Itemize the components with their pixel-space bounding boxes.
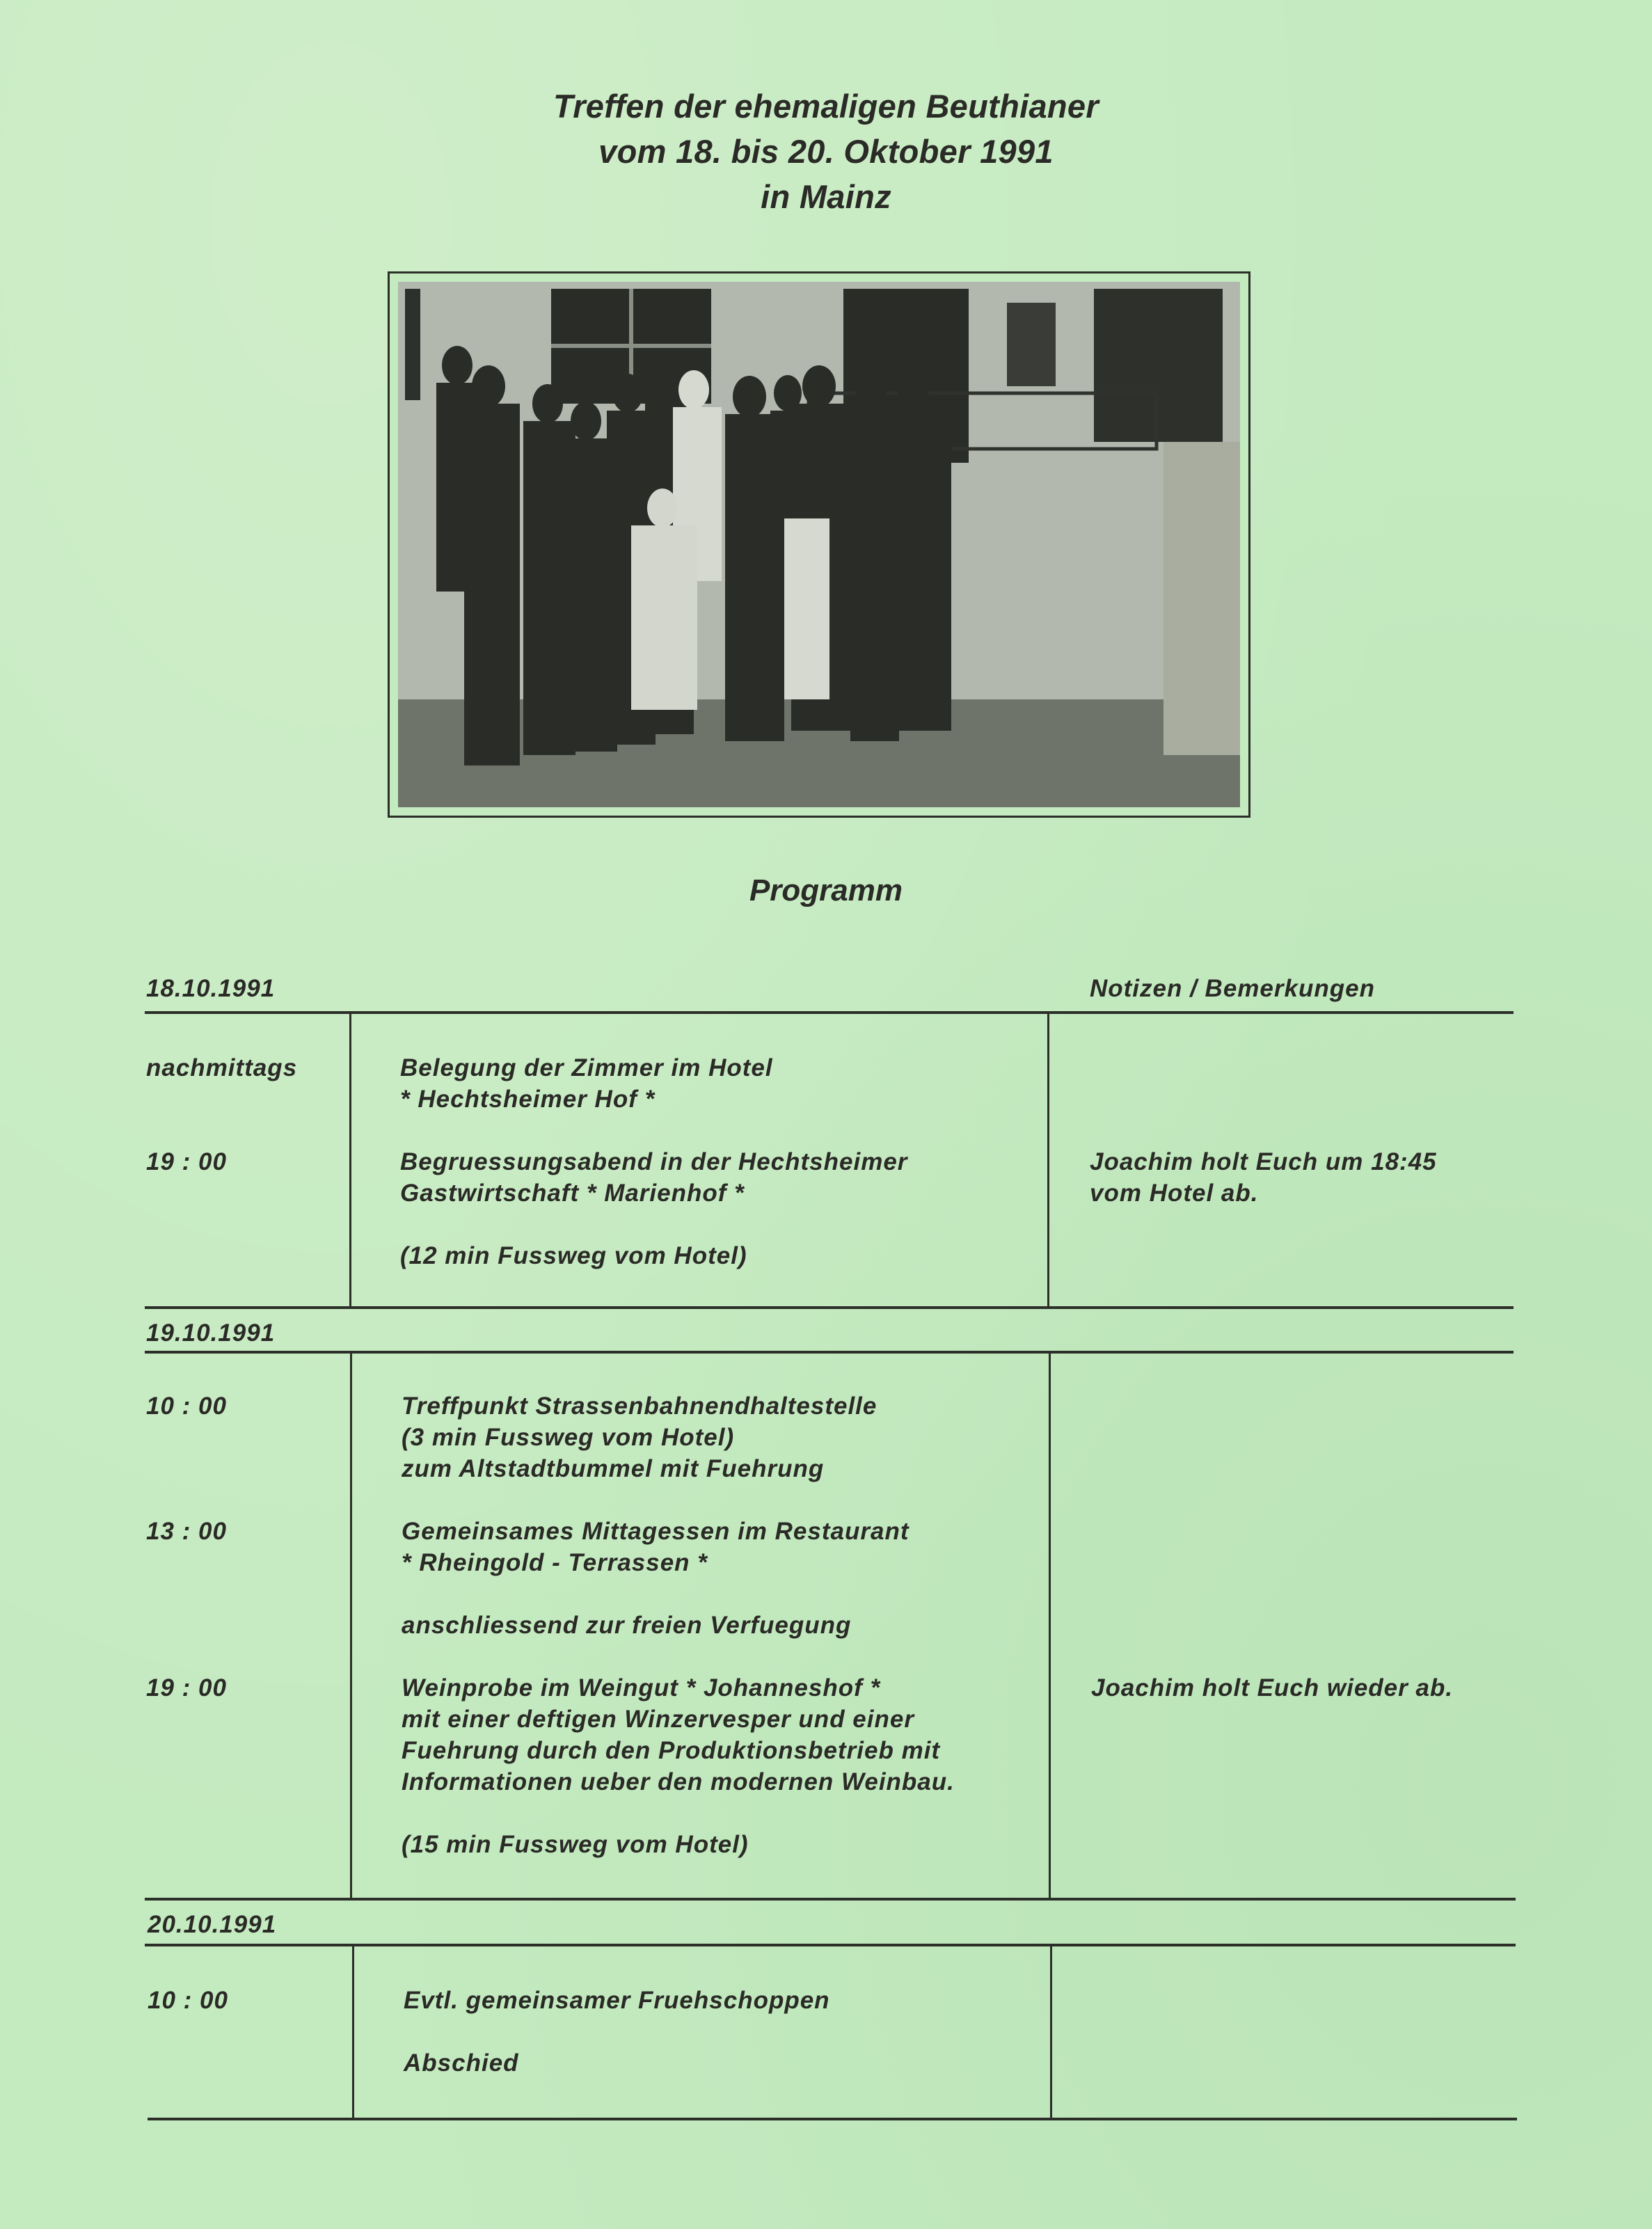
entry-line: Fuehrung durch den Produktionsbetrieb mit xyxy=(402,1737,941,1764)
entry-line: anschliessend zur freien Verfuegung xyxy=(402,1612,852,1639)
entry-line: mit einer deftigen Winzervesper und einer xyxy=(402,1706,914,1733)
title-line: vom 18. bis 20. Oktober 1991 xyxy=(598,133,1054,170)
entry-line: Begruessungsabend in der Hechtsheimer xyxy=(400,1148,908,1175)
entry-line: Evtl. gemeinsamer Fruehschoppen xyxy=(404,1987,830,2014)
entry-line: Abschied xyxy=(404,2049,519,2077)
table-rule xyxy=(145,1898,1516,1901)
entry-line: * Rheingold - Terrassen * xyxy=(402,1549,708,1576)
entry-line: (3 min Fussweg vom Hotel) xyxy=(402,1424,735,1451)
entry-line: (15 min Fussweg vom Hotel) xyxy=(402,1831,749,1858)
column-divider xyxy=(1047,1013,1049,1308)
title-line: Treffen der ehemaligen Beuthianer xyxy=(553,88,1099,125)
table-rule xyxy=(145,1944,1516,1946)
day-date: 20.10.1991 xyxy=(148,1911,277,1938)
notes-column-header: Notizen / Bemerkungen xyxy=(1090,975,1375,1002)
title-line: in Mainz xyxy=(761,178,891,215)
group-photo-frame xyxy=(388,271,1250,818)
day-date: 19.10.1991 xyxy=(146,1319,276,1347)
entry-line: (12 min Fussweg vom Hotel) xyxy=(400,1242,747,1269)
entry-line: Belegung der Zimmer im Hotel xyxy=(400,1054,773,1081)
group-photo xyxy=(398,282,1240,807)
column-divider xyxy=(1050,1945,1052,2119)
column-divider xyxy=(1049,1352,1051,1898)
column-divider xyxy=(352,1945,354,2119)
entry-time: 10 : 00 xyxy=(148,1987,228,2014)
column-divider xyxy=(350,1352,352,1898)
entry-note: Joachim holt Euch um 18:45 xyxy=(1090,1148,1437,1175)
column-divider xyxy=(349,1013,351,1308)
entry-time: 19 : 00 xyxy=(146,1148,227,1175)
document-title xyxy=(0,84,1652,219)
entry-note: Joachim holt Euch wieder ab. xyxy=(1091,1674,1454,1702)
program-heading: Programm xyxy=(749,873,903,907)
entry-time: 10 : 00 xyxy=(146,1393,227,1420)
group-photo-illustration xyxy=(398,282,1240,807)
day-date: 18.10.1991 xyxy=(146,975,276,1002)
entry-time: nachmittags xyxy=(146,1054,298,1081)
entry-note: vom Hotel ab. xyxy=(1090,1180,1259,1207)
entry-line: Gemeinsames Mittagessen im Restaurant xyxy=(402,1518,910,1545)
entry-time: 19 : 00 xyxy=(146,1674,227,1702)
table-rule xyxy=(148,2118,1517,2120)
entry-time: 13 : 00 xyxy=(146,1518,227,1545)
entry-line: Gastwirtschaft * Marienhof * xyxy=(400,1180,745,1207)
entry-line: Weinprobe im Weingut * Johanneshof * xyxy=(402,1674,881,1702)
entry-line: * Hechtsheimer Hof * xyxy=(400,1086,656,1113)
entry-line: Treffpunkt Strassenbahnendhaltestelle xyxy=(402,1393,877,1420)
entry-line: Informationen ueber den modernen Weinbau. xyxy=(402,1768,955,1795)
entry-line: zum Altstadtbummel mit Fuehrung xyxy=(402,1455,825,1482)
table-rule xyxy=(145,1306,1514,1309)
